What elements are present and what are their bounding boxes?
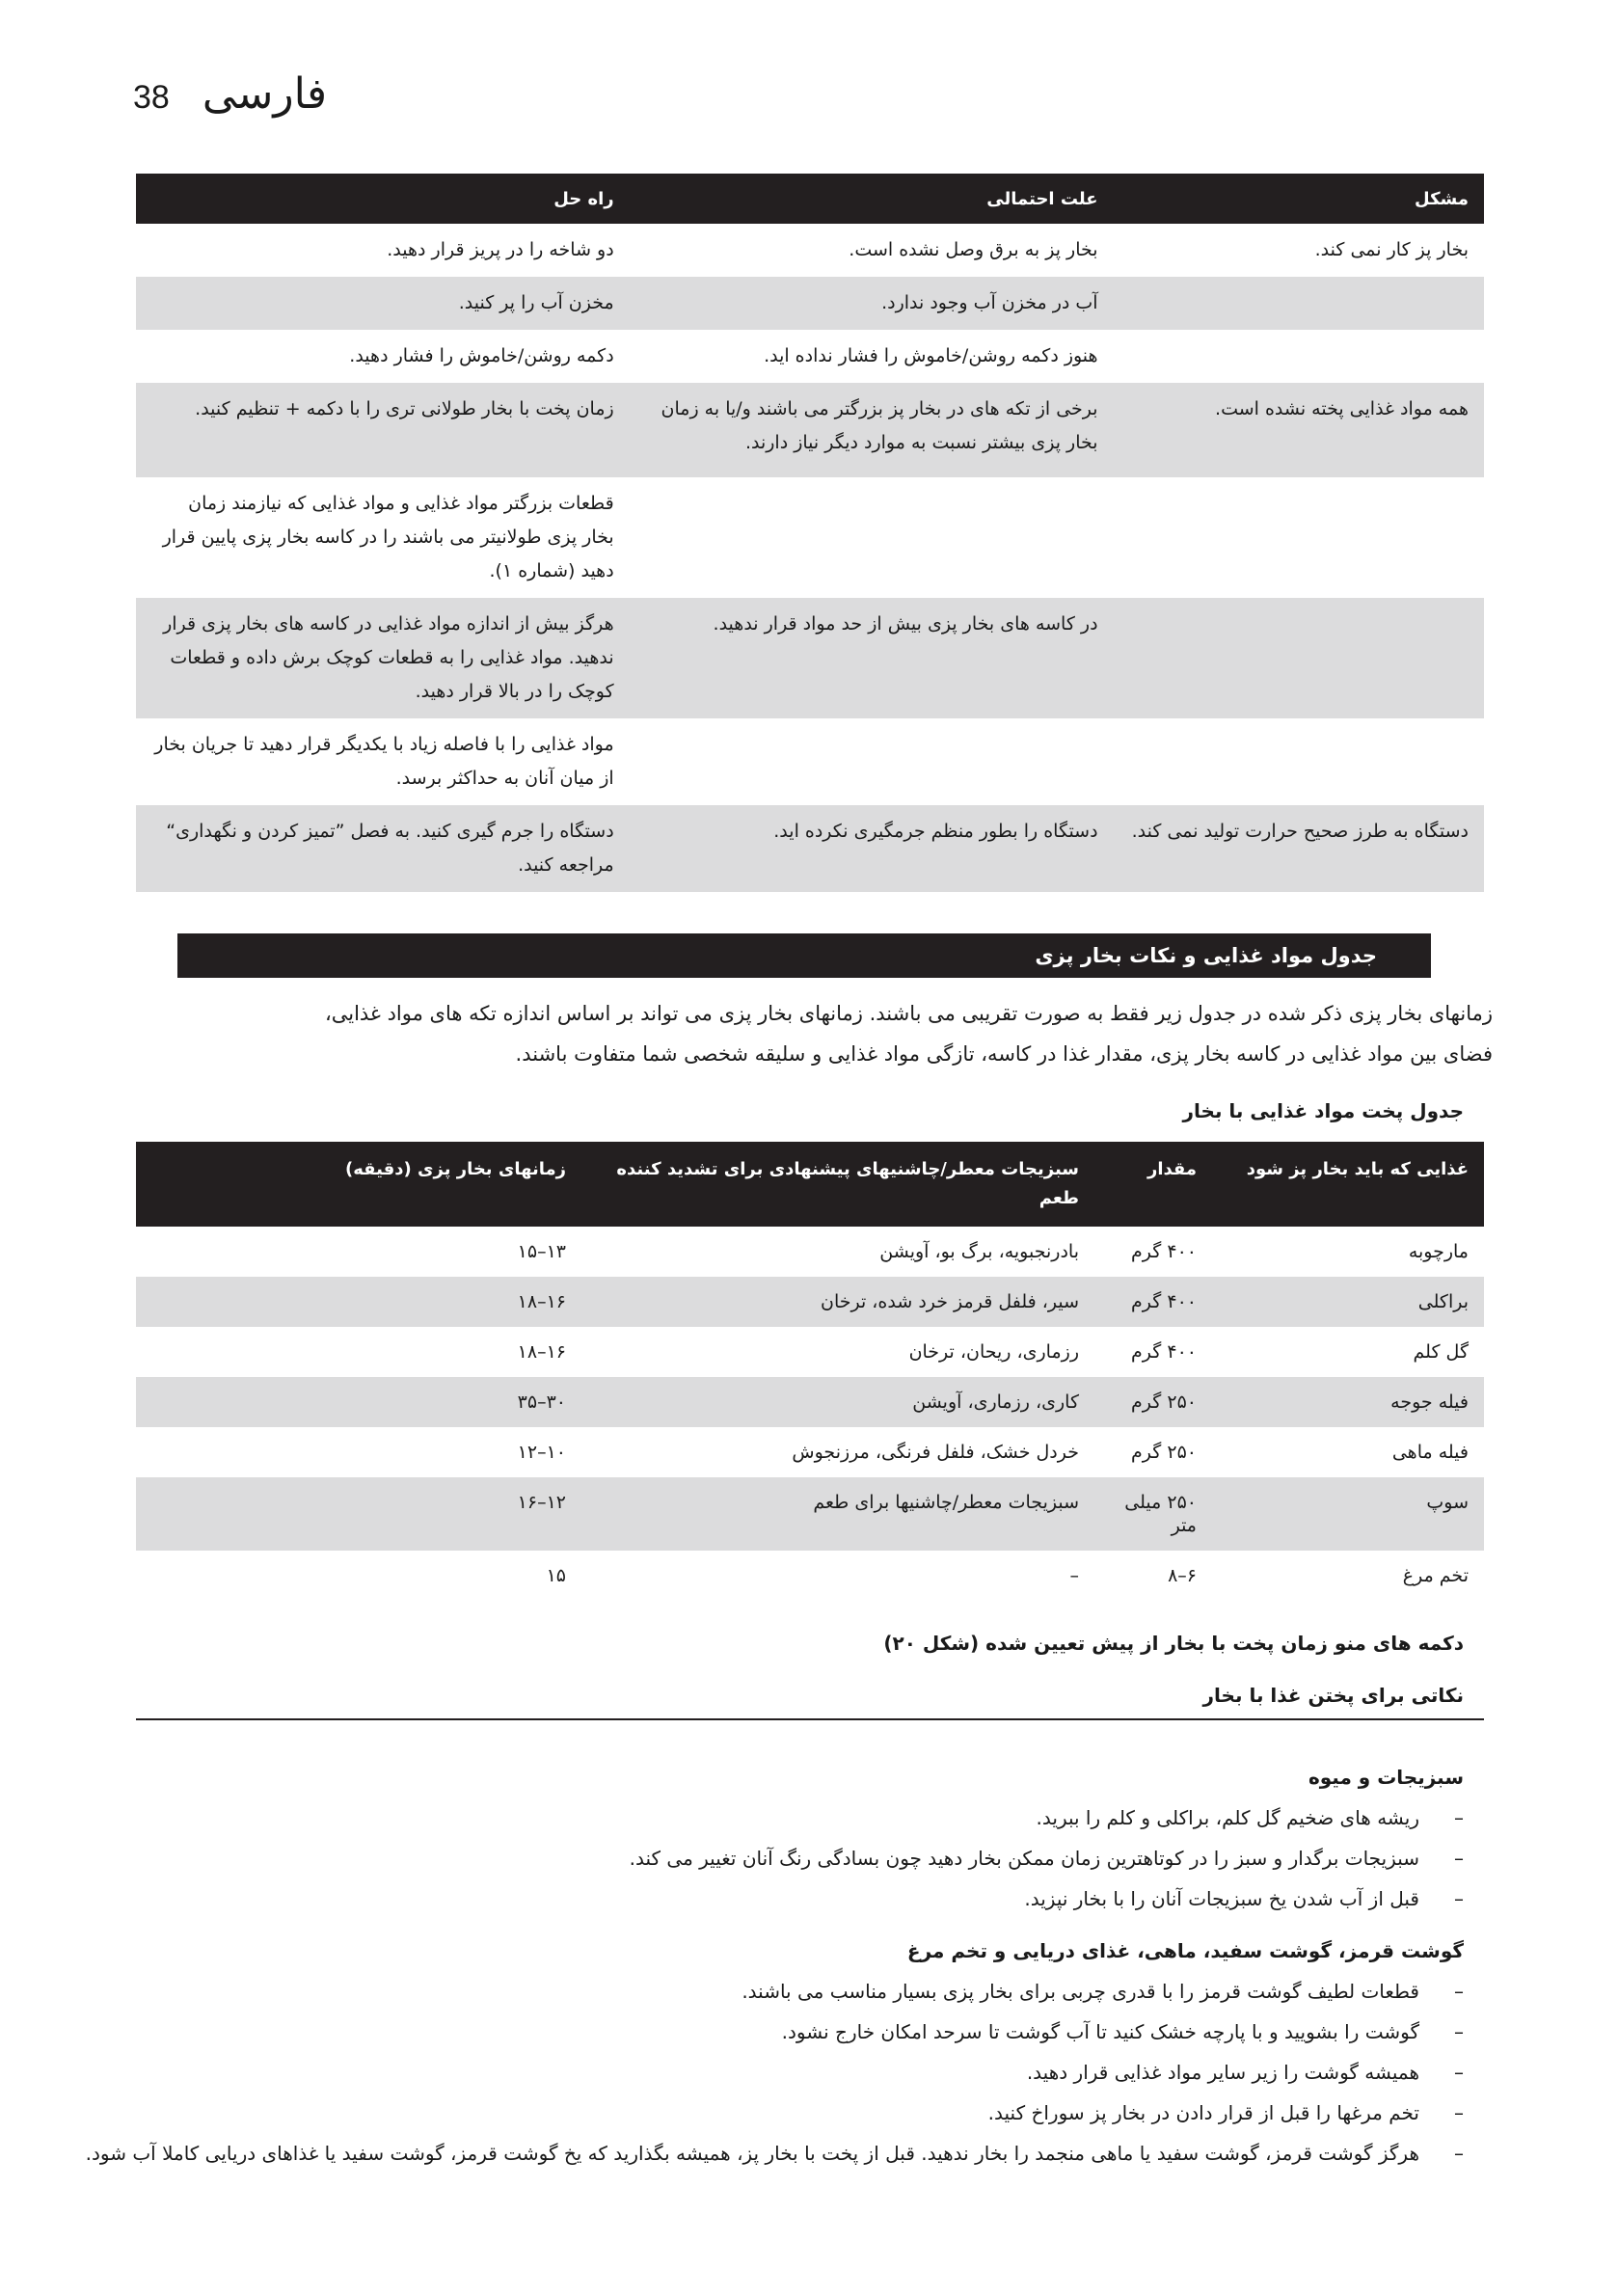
list-item: – همیشه گوشت را زیر سایر مواد غذایی قرار دهید.: [66, 2052, 1464, 2093]
cell-time: ۳۰–۳۵: [136, 1377, 581, 1427]
cell-cause: آب در مخزن آب وجود ندارد.: [630, 277, 1114, 330]
cell-herbs: –: [1069, 1565, 1079, 1586]
table-row: [136, 477, 1484, 598]
preset-menu-heading: دکمه های منو زمان پخت با بخار از پیش تعیین شده (شکل ۲۰): [883, 1632, 1464, 1655]
cell-solution: قطعات بزرگتر مواد غذایی و مواد غذایی که نیازمند زمان بخار پزی طولانیتر می باشند را در کاسه بخار پزی پایین قرار دهید (شماره ۱).: [162, 493, 614, 581]
table-header-row: [136, 1142, 1484, 1227]
cell-time: ۱۳–۱۵: [517, 1241, 566, 1262]
section-title-bar: جدول مواد غذایی و نکات بخار پزی: [177, 933, 1431, 978]
table-row: [136, 1427, 1484, 1477]
table-row: [136, 1277, 1484, 1327]
page-number: 38: [133, 79, 170, 116]
table-header-row: [136, 174, 1484, 224]
table-row: [136, 1327, 1484, 1377]
cell-food: تخم مرغ: [1402, 1565, 1469, 1586]
cell-problem: [1114, 477, 1484, 598]
cell-herbs: سیر، فلفل قرمز خرد شده، ترخان: [581, 1277, 1094, 1327]
cell-cause: دستگاه را بطور منظم جرمگیری نکرده اید.: [630, 805, 1114, 892]
tips-group-vegetables: [66, 1757, 1464, 1919]
list-item: – گوشت را بشویید و با پارچه خشک کنید تا آب گوشت تا سرحد امکان خارج نشود.: [66, 2012, 1464, 2052]
cell-food: مارچوبه: [1408, 1241, 1469, 1262]
tips-group-title: سبزیجات و میوه: [1308, 1766, 1464, 1789]
cell-problem: [1114, 277, 1484, 330]
food-steaming-table: [136, 1142, 1484, 1601]
cell-solution: دو شاخه را در پریز قرار دهید.: [387, 239, 614, 260]
intro-paragraph: زمانهای بخار پزی ذکر شده در جدول زیر فقط به صورت تقریبی می باشند. زمانهای بخار پزی می تواند بر اساس اندازه تکه های مواد غذایی، فضای بین مواد غذایی در کاسه بخار پزی، مقدار غذا در کاسه، تازگی مواد غذایی و سلیقه شخصی شما متفاوت باشند.: [324, 1002, 1493, 1066]
cell-problem: [1114, 718, 1484, 805]
table-row: [136, 224, 1484, 277]
cell-time: ۱۰–۱۲: [517, 1442, 566, 1463]
table-row: [136, 598, 1484, 718]
cell-problem: دستگاه به طرز صحیح حرارت تولید نمی کند.: [1114, 805, 1484, 892]
cell-food: گل کلم: [1413, 1341, 1469, 1363]
header-amount: مقدار: [1094, 1142, 1212, 1227]
cell-solution: دکمه روشن/خاموش را فشار دهید.: [349, 345, 614, 366]
cell-herbs: کاری، رزماری، آویشن: [581, 1377, 1094, 1427]
cell-amount: ۶–۸: [1168, 1565, 1197, 1586]
header-problem: مشکل: [1114, 174, 1484, 224]
cell-problem: همه مواد غذایی پخته نشده است.: [1114, 383, 1484, 477]
cell-herbs: خردل خشک، فلفل فرنگی، مرزنجوش: [792, 1442, 1079, 1463]
food-table-title: جدول پخت مواد غذایی با بخار: [1182, 1099, 1464, 1122]
header-solution: راه حل: [136, 174, 630, 224]
cell-amount: ۴۰۰ گرم: [1094, 1277, 1212, 1327]
cell-cause: هنوز دکمه روشن/خاموش را فشار نداده اید.: [764, 345, 1098, 366]
cell-problem: [1114, 598, 1484, 718]
cell-amount: ۲۵۰ میلی متر: [1094, 1477, 1212, 1551]
cell-solution: هرگز بیش از اندازه مواد غذایی در کاسه های بخار پزی قرار ندهید. مواد غذایی را به قطعات کوچک برش داده و قطعات کوچک را در بالا قرار دهید.: [136, 598, 630, 718]
cell-amount: ۲۵۰ گرم: [1094, 1377, 1212, 1427]
cell-solution: دستگاه را جرم گیری کنید. به فصل ”تمیز کردن و نگهداری“ مراجعه کنید.: [136, 805, 630, 892]
cell-time: ۱۶–۱۸: [136, 1277, 581, 1327]
cell-amount: ۲۵۰ گرم: [1131, 1442, 1197, 1463]
tips-list: [66, 1797, 1464, 1919]
tips-list: [66, 1971, 1464, 2174]
cell-time: ۱۵: [546, 1565, 566, 1586]
cell-problem: بخار پز کار نمی کند.: [1314, 239, 1469, 260]
cell-solution: زمان پخت با بخار طولانی تری را با دکمه + تنظیم کنید.: [136, 383, 630, 477]
cell-cause: در کاسه های بخار پزی بیش از حد مواد قرار ندهید.: [630, 598, 1114, 718]
table-row: [136, 1551, 1484, 1601]
cell-solution: مخزن آب را پر کنید.: [136, 277, 630, 330]
table-row: [136, 718, 1484, 805]
cell-herbs: سبزیجات معطر/چاشنیها برای طعم: [581, 1477, 1094, 1551]
list-item: – قطعات لطیف گوشت قرمز را با قدری چربی برای بخار پزی بسیار مناسب می باشند.: [66, 1971, 1464, 2012]
cell-amount: ۴۰۰ گرم: [1131, 1341, 1197, 1363]
list-item: – تخم مرغها را قبل از قرار دادن در بخار پز سوراخ کنید.: [66, 2093, 1464, 2133]
table-row: [136, 277, 1484, 330]
troubleshooting-table: [136, 174, 1484, 892]
header-food: غذایی که باید بخار پز شود: [1212, 1142, 1484, 1227]
table-row: [136, 805, 1484, 892]
cell-cause: [630, 718, 1114, 805]
cell-cause: برخی از تکه های در بخار پز بزرگتر می باشند و/یا به زمان بخار پزی بیشتر نسبت به موارد دیگر نیاز دارند.: [630, 383, 1114, 477]
tips-heading: نکاتی برای پختن غذا با بخار: [1202, 1684, 1464, 1707]
list-item: – قبل از آب شدن یخ سبزیجات آنان را با بخار نپزید.: [66, 1878, 1464, 1919]
cell-time: ۱۲–۱۶: [136, 1477, 581, 1551]
header-cause: علت احتمالی: [630, 174, 1114, 224]
cell-solution: مواد غذایی را با فاصله زیاد با یکدیگر قرار دهید تا جریان بخار از میان آنان به حداکثر برسد.: [154, 734, 614, 789]
list-item: – سبزیجات برگدار و سبز را در کوتاهترین زمان ممکن بخار دهید چون بسادگی رنگ آنان تغییر می کند.: [66, 1838, 1464, 1878]
tips-group-meat: [66, 1931, 1464, 2174]
section-divider: [136, 1718, 1484, 1720]
cell-food: براکلی: [1212, 1277, 1484, 1327]
tips-group-title: گوشت قرمز، گوشت سفید، ماهی، غذای دریایی و تخم مرغ: [906, 1939, 1464, 1962]
table-row: [136, 330, 1484, 383]
language-title: فارسی: [202, 69, 328, 119]
page-header: [133, 69, 327, 119]
cell-cause: [630, 477, 1114, 598]
header-time: زمانهای بخار پزی (دقیقه): [136, 1142, 581, 1227]
cell-herbs: بادرنجبویه، برگ بو، آویشن: [879, 1241, 1079, 1262]
cell-cause: بخار پز به برق وصل نشده است.: [849, 239, 1098, 260]
table-row: [136, 1477, 1484, 1551]
table-row: [136, 1227, 1484, 1277]
table-row: [136, 1377, 1484, 1427]
cell-amount: ۴۰۰ گرم: [1131, 1241, 1197, 1262]
cell-food: فیله جوجه: [1212, 1377, 1484, 1427]
header-herbs: سبزیجات معطر/چاشنیهای پیشنهادی برای تشدید کننده طعم: [581, 1142, 1094, 1227]
list-item: – ریشه های ضخیم گل کلم، براکلی و کلم را ببرید.: [66, 1797, 1464, 1838]
table-row: [136, 383, 1484, 477]
cell-time: ۱۶–۱۸: [517, 1341, 566, 1363]
list-item: – هرگز گوشت قرمز، گوشت سفید یا ماهی منجمد را بخار ندهید. قبل از پخت با بخار پز، همیشه بگذارید که یخ گوشت قرمز، گوشت سفید یا غذاهای دریایی کاملا آب شود.: [66, 2133, 1464, 2174]
cell-food: فیله ماهی: [1391, 1442, 1469, 1463]
cell-problem: [1114, 330, 1484, 383]
cell-food: سوپ: [1212, 1477, 1484, 1551]
cell-herbs: رزماری، ریحان، ترخان: [908, 1341, 1079, 1363]
